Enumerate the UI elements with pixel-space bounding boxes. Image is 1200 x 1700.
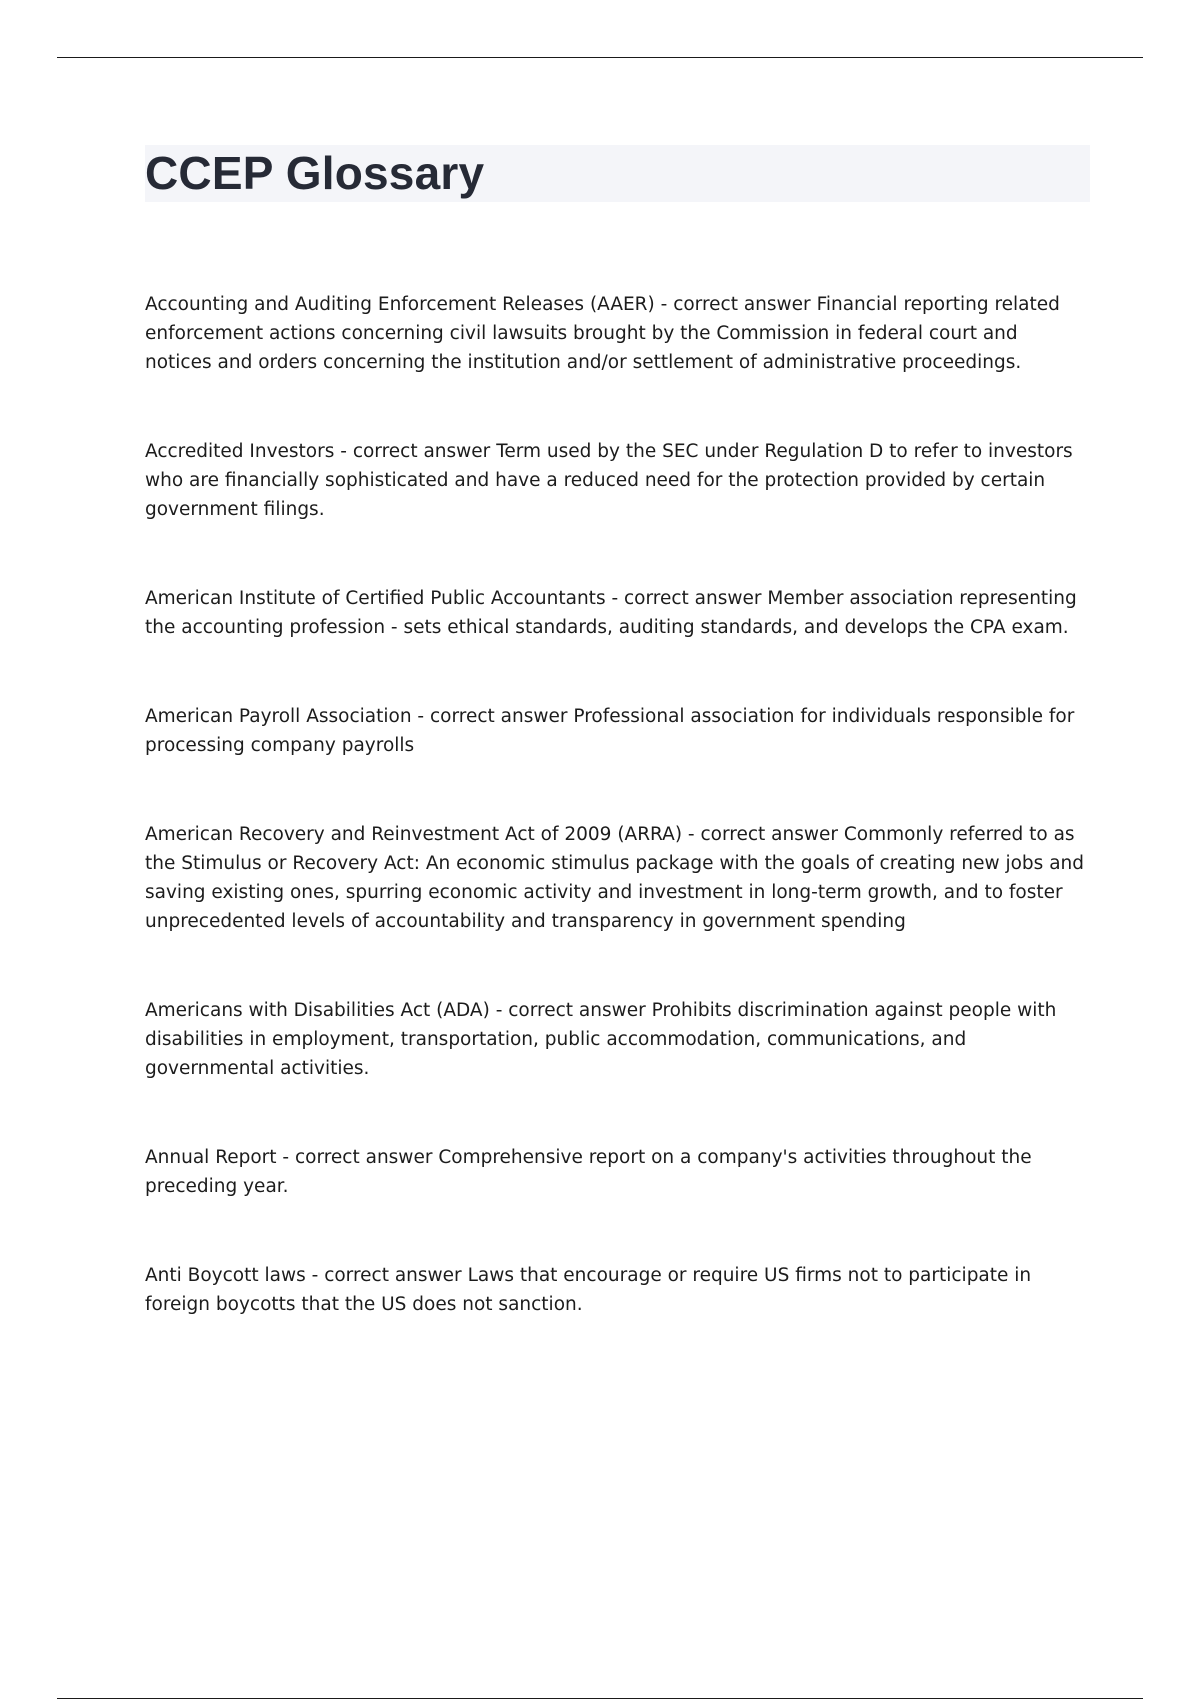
- entry-definition: Member association representing the accounting profession - sets ethical standards, auditing standards, and develops the CPA exam.: [145, 588, 1077, 638]
- entry-definition: Prohibits discrimination against people with disabilities in employment, transportation, public accommodation, communications, and governmental activities.: [145, 1000, 1057, 1079]
- entry-answer-marker: correct answer: [624, 588, 762, 609]
- entry-answer-marker: correct answer: [294, 1147, 433, 1168]
- glossary-entry: [145, 437, 1090, 524]
- entry-term: Anti Boycott laws -: [145, 1265, 324, 1286]
- entry-answer-marker: correct answer: [673, 294, 811, 315]
- entry-term: American Institute of Certified Public Accountants -: [145, 588, 624, 609]
- glossary-entry: [145, 820, 1090, 936]
- entry-definition: Commonly referred to as the Stimulus or Recovery Act: An economic stimulus package with the goals of creating new jobs and saving existing ones, spurring economic activity and investment in long-term growth, and to foster unprecedented levels of accountability and transparency in government spending: [145, 824, 1084, 932]
- entry-answer-marker: correct answer: [429, 706, 568, 727]
- entry-answer-marker: correct answer: [508, 1000, 646, 1021]
- glossary-entry: [145, 1261, 1090, 1319]
- entry-definition: Financial reporting related enforcement actions concerning civil lawsuits brought by the Commission in federal court and notices and orders concerning the institution and/or settlement of administrative proceedings.: [145, 294, 1060, 373]
- entry-term: Americans with Disabilities Act (ADA) -: [145, 1000, 508, 1021]
- title-band: [145, 145, 1090, 202]
- entry-definition: Professional association for individuals responsible for processing company payrolls: [145, 706, 1075, 756]
- entry-term: Accounting and Auditing Enforcement Releases (AAER) -: [145, 294, 673, 315]
- bottom-rule: [57, 1698, 1143, 1699]
- glossary-entry: [145, 290, 1090, 377]
- entry-term: American Recovery and Reinvestment Act of 2009 (ARRA) -: [145, 824, 700, 845]
- glossary-entry: [145, 996, 1090, 1083]
- entry-term: Annual Report -: [145, 1147, 295, 1168]
- top-rule: [57, 57, 1143, 58]
- entry-definition: Comprehensive report on a company's activities throughout the preceding year.: [145, 1147, 1032, 1197]
- entry-answer-marker: correct answer: [700, 824, 838, 845]
- glossary-list: [145, 290, 1090, 1379]
- entry-definition: Laws that encourage or require US firms not to participate in foreign boycotts that the US does not sanction.: [145, 1265, 1032, 1315]
- entry-answer-marker: correct answer: [324, 1265, 462, 1286]
- entry-answer-marker: correct answer: [352, 441, 491, 462]
- glossary-entry: [145, 584, 1090, 642]
- glossary-entry: [145, 702, 1090, 760]
- entry-term: American Payroll Association -: [145, 706, 430, 727]
- entry-definition: Term used by the SEC under Regulation D to refer to investors who are financially sophisticated and have a reduced need for the protection provided by certain government filings.: [145, 441, 1073, 520]
- page-title: CCEP Glossary: [145, 147, 485, 199]
- glossary-entry: [145, 1143, 1090, 1201]
- entry-term: Accredited Investors -: [145, 441, 353, 462]
